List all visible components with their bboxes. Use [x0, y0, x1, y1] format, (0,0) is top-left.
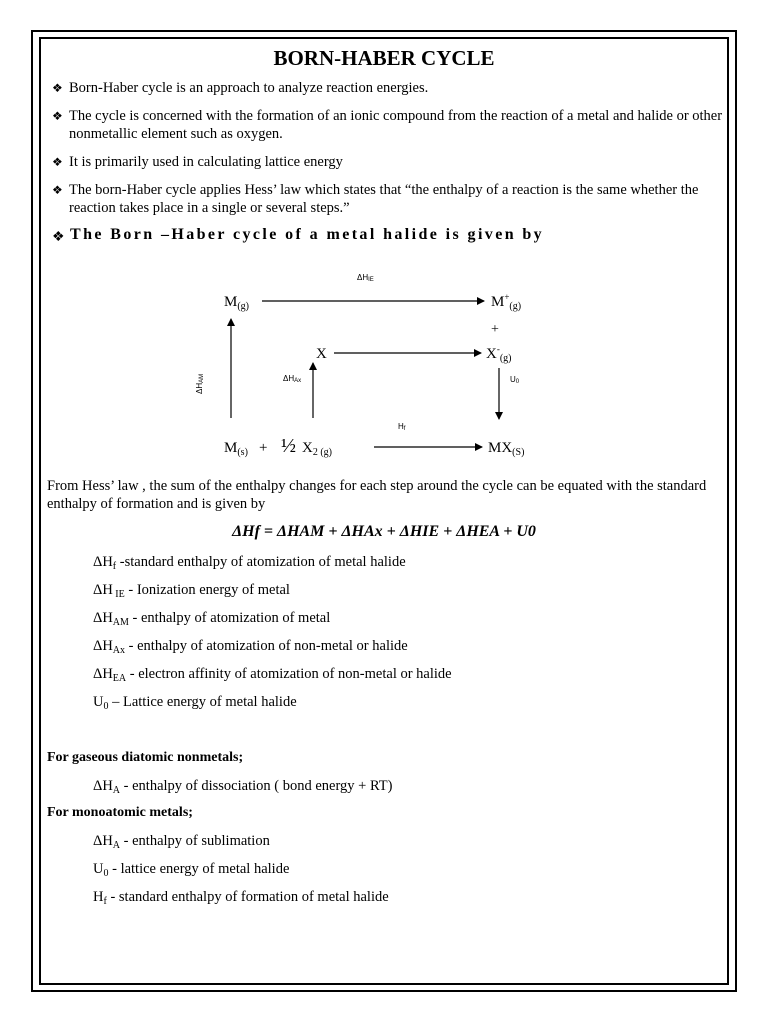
bullet-icon: ❖ [52, 183, 63, 197]
label-dh-ax: ΔHAx [283, 374, 302, 384]
definition-item: $\Delta H_A$ - enthalpy of sublimation [93, 833, 270, 851]
label-u0: U0 [510, 375, 520, 385]
label-hf: Hf [398, 422, 406, 432]
species-m-solid: $M_{(s)}$ [224, 440, 248, 458]
half-symbol: ½ [281, 435, 296, 457]
species-m-plus: $M^+_{(g)}$ [491, 292, 522, 312]
definition-item: $\Delta H_{Ax}$ - enthalpy of atomization of non-metal or halide [93, 638, 408, 656]
species-m-gas: $M_{(g)}$ [224, 294, 250, 312]
bullet-icon: ❖ [52, 230, 65, 245]
enthalpy-equation [0, 523, 768, 541]
species-x-minus: $X^-_{(g)}$ [486, 344, 512, 364]
page-title: BORN-HABER CYCLE [273, 46, 495, 70]
gaseous-heading: For gaseous diatomic nonmetals; [47, 750, 244, 765]
metals-heading: For monoatomic metals; [47, 805, 193, 820]
label-dh-ie: ΔHIE [357, 273, 374, 283]
definition-item: $U_0$ - lattice energy of metal halide [93, 861, 290, 879]
bullet-icon: ❖ [52, 109, 63, 123]
species-x2: $X_{2 (g)}$ [302, 440, 333, 458]
section-heading: The Born –Haber cycle of a metal halide is given by [70, 226, 545, 243]
equation-text: ΔHf = ΔHAM + ΔHAx + ΔHIE + ΔHEA + U0 [232, 523, 536, 540]
definition-item: $\Delta H_{EA}$ - electron affinity of atomization of non-metal or halide [93, 666, 452, 684]
definition-item: $\Delta H_f$ -standard enthalpy of atomization of metal halide [93, 554, 406, 572]
bullet-text: The cycle is concerned with the formation of an ionic compound from the reaction of a metal and halide or other nonmetallic element such as oxygen. [69, 108, 723, 142]
plus-sign: + [491, 322, 499, 337]
bullet-text: The born-Haber cycle applies Hess’ law which states that “the enthalpy of a reaction is the same whether the reaction takes place in a single or several steps.” [69, 182, 699, 216]
hess-law-paragraph: From Hess’ law , the sum of the enthalpy changes for each step around the cycle can be equated with the standard enthalpy of formation and is given by [47, 478, 707, 512]
bullet-text: It is primarily used in calculating lattice energy [69, 154, 343, 170]
definition-item: $\Delta H_{AM}$ - enthalpy of atomization of metal [93, 610, 331, 628]
species-mx: $MX_{(S)}$ [488, 440, 525, 458]
plus-sign-2: + [259, 440, 268, 456]
label-dh-am: ΔHAM [195, 373, 205, 394]
bullet-icon: ❖ [52, 155, 63, 169]
definition-item: ΔH $_{IE}$ - Ionization energy of metal [93, 582, 290, 600]
definition-item: $H_f$ - standard enthalpy of formation of metal halide [93, 889, 389, 907]
bullet-text: Born-Haber cycle is an approach to analyze reaction energies. [69, 80, 429, 96]
definition-item: $U_0$ – Lattice energy of metal halide [93, 694, 297, 712]
species-x: X [316, 346, 327, 362]
bullet-icon: ❖ [52, 81, 63, 95]
definition-item: $\Delta H_A$ - enthalpy of dissociation ( bond energy + RT) [93, 778, 393, 796]
